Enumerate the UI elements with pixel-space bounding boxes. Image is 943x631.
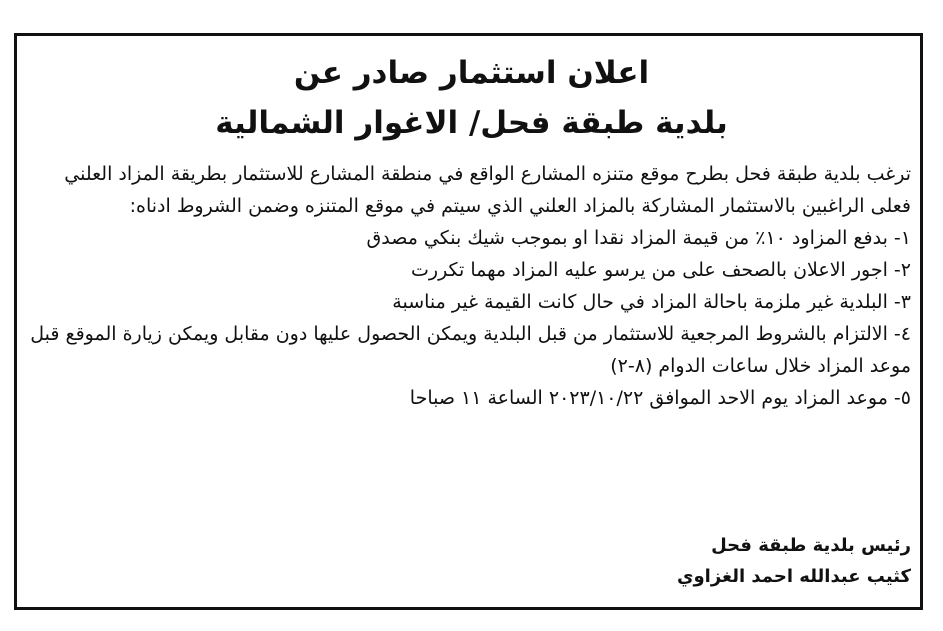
condition-item: ١- بدفع المزاود ١٠٪ من قيمة المزاد نقدا او بموجب شيك بنكي مصدق xyxy=(366,227,911,249)
announcement-body xyxy=(28,158,911,414)
signature-block xyxy=(677,530,911,592)
intro-paragraph: ترغب بلدية طبقة فحل بطرح موقع متنزه المشارع الواقع في منطقة المشارع للاستثمار بطريقة المزاد العلني xyxy=(64,163,911,185)
announcement-title-line-1: اعلان استثمار صادر عن xyxy=(293,55,650,91)
condition-item: ٢- اجور الاعلان بالصحف على من يرسو عليه المزاد مهما تكررت xyxy=(411,259,911,281)
announcement-header xyxy=(0,48,943,148)
condition-item: ٤- الالتزام بالشروط المرجعية للاستثمار من قبل البلدية ويمكن الحصول عليها دون مقابل ويمكن زيارة الموقع قبل موعد المزاد خلال ساعات الدوام (٨-٢) xyxy=(30,323,911,377)
signature-name: كثيب عبدالله احمد الغزاوي xyxy=(677,566,911,587)
signature-title: رئيس بلدية طبقة فحل xyxy=(711,535,911,556)
invitation-paragraph: فعلى الراغبين بالاستثمار المشاركة بالمزاد العلني الذي سيتم في موقع المتنزه وضمن الشروط ادناه: xyxy=(129,195,911,217)
conditions-list xyxy=(28,222,911,414)
announcement-title-line-2: بلدية طبقة فحل/ الاغوار الشمالية xyxy=(215,105,728,141)
condition-item: ٥- موعد المزاد يوم الاحد الموافق ٢٠٢٣/١٠/٢٢ الساعة ١١ صباحا xyxy=(409,387,911,409)
condition-item: ٣- البلدية غير ملزمة باحالة المزاد في حال كانت القيمة غير مناسبة xyxy=(392,291,911,313)
